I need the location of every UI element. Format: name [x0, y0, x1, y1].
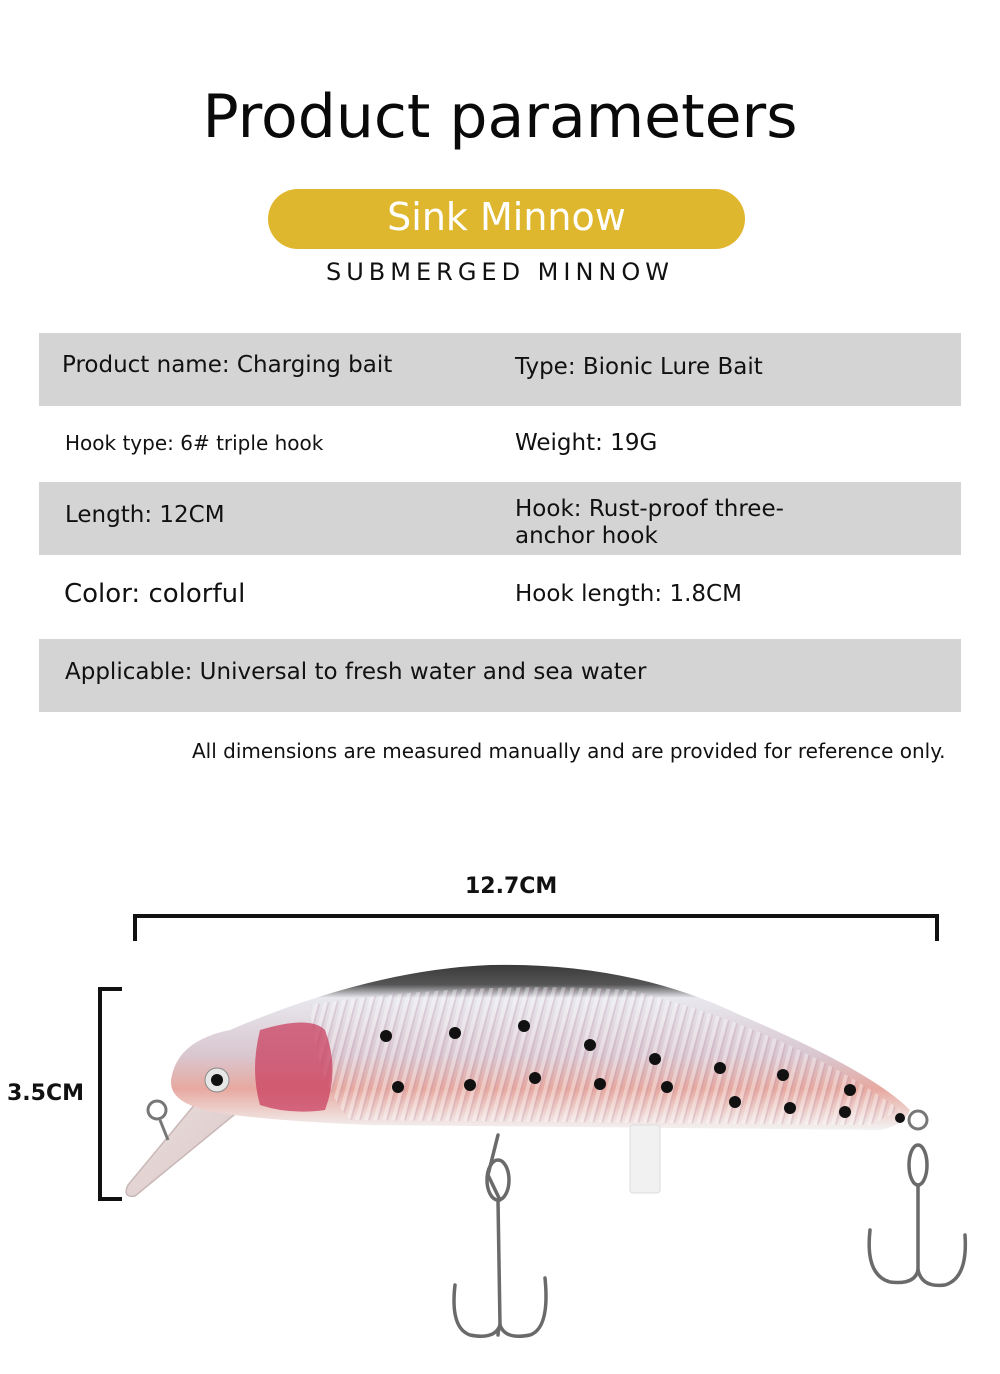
- length-bracket: [133, 914, 939, 941]
- spec-hook-type: Hook type: 6# triple hook: [65, 431, 324, 455]
- spec-applicable: Applicable: Universal to fresh water and sea water: [65, 659, 647, 685]
- page-title: Product parameters: [202, 82, 798, 152]
- fishing-lure-icon: [110, 960, 990, 1350]
- spec-hook-line2: anchor hook: [515, 523, 658, 549]
- spec-row-5: [39, 639, 961, 712]
- spec-hook-line1: Hook: Rust-proof three-: [515, 496, 784, 522]
- spec-product-name: Product name: Charging bait: [62, 352, 393, 378]
- spec-type: Type: Bionic Lure Bait: [515, 354, 763, 380]
- product-type-badge: Sink Minnow: [268, 189, 745, 249]
- spec-row-2: [39, 406, 961, 482]
- spec-row-3: [39, 482, 961, 555]
- height-dimension-label: 3.5CM: [7, 1081, 85, 1106]
- length-dimension-label: 12.7CM: [465, 874, 558, 899]
- spec-length: Length: 12CM: [65, 502, 225, 528]
- product-subtitle: SUBMERGED MINNOW: [326, 258, 674, 286]
- spec-row-1: [39, 333, 961, 406]
- disclaimer-note: All dimensions are measured manually and are provided for reference only.: [192, 739, 946, 763]
- spec-weight: Weight: 19G: [515, 430, 658, 456]
- spec-hook-length: Hook length: 1.8CM: [515, 581, 742, 607]
- spec-color: Color: colorful: [64, 579, 246, 609]
- spec-row-4: [39, 555, 961, 639]
